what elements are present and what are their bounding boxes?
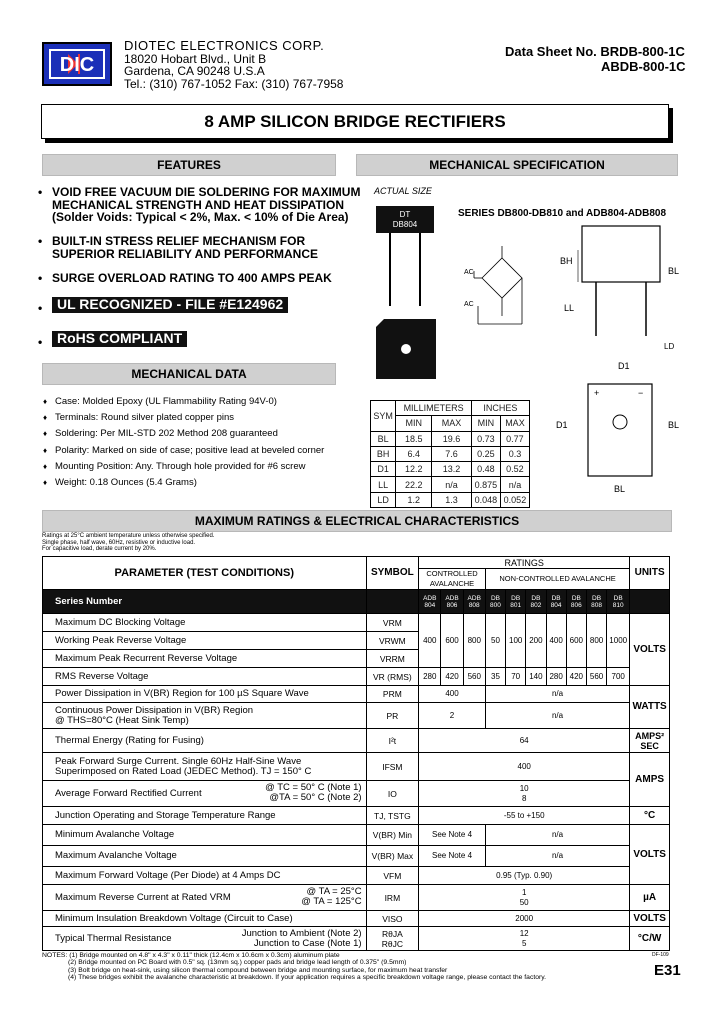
dimension-row <box>371 446 530 461</box>
feature-item <box>38 186 360 224</box>
logo-mark <box>44 44 110 84</box>
series-cell: DB 801 <box>506 590 526 614</box>
symbol-vbrmin: V(BR) Min <box>366 825 419 846</box>
symbol-prm: PRM <box>366 686 419 703</box>
rohs-compliant <box>38 331 187 347</box>
rms-value: 140 <box>526 668 546 686</box>
pr-na: n/a <box>485 703 629 729</box>
notes <box>42 952 662 982</box>
param-pr-cond: @ THS=80°C (Heat Sink Temp) <box>55 714 189 726</box>
mechanical-data-item <box>43 477 197 489</box>
minus-label: − <box>638 388 644 398</box>
symbol-vrrm: VRRM <box>366 650 419 668</box>
feature-item <box>38 235 318 260</box>
voltage-value: 400 <box>546 614 566 668</box>
preamble-line: Single phase, half wave, 60Hz, resistive or inductive load. <box>42 539 196 546</box>
param-rth: Typical Thermal Resistance <box>55 932 172 944</box>
preamble-line: For capacitive load, derate current by 20%. <box>42 546 157 553</box>
dimension-value: 1.2 <box>396 492 432 507</box>
actual-size-label: ACTUAL SIZE <box>374 186 432 196</box>
datasheet-number <box>505 44 686 74</box>
unit-volts: VOLTS <box>630 614 670 686</box>
dimension-value: 22.2 <box>396 477 432 492</box>
rms-value: 560 <box>586 668 606 686</box>
rms-value: 420 <box>566 668 586 686</box>
dimension-value: 0.3 <box>500 446 529 461</box>
vbrmin-value: See Note 4 <box>419 825 486 846</box>
dimension-value: 0.048 <box>471 492 500 507</box>
dimension-symbol: D1 <box>371 462 396 477</box>
vbrmax-na: n/a <box>485 846 629 867</box>
io-value: 8 <box>521 793 527 803</box>
dimension-value: 0.48 <box>471 462 500 477</box>
dimension-value: n/a <box>500 477 529 492</box>
col-max: MAX <box>500 416 529 431</box>
col-min: MIN <box>471 416 500 431</box>
param-vfm: Maximum Forward Voltage (Per Diode) at 4 Amps DC <box>43 867 367 885</box>
param-vbrmax: Maximum Avalanche Voltage <box>43 846 367 867</box>
param-irm: Maximum Reverse Current at Rated VRM <box>55 891 231 903</box>
voltage-value: 100 <box>506 614 526 668</box>
viso-value: 2000 <box>419 911 630 927</box>
bullet: • <box>38 185 43 199</box>
voltage-value: 800 <box>463 614 485 668</box>
vfm-value: 0.95 (Typ. 0.90) <box>419 867 630 885</box>
mechanical-data-item <box>43 461 306 473</box>
mechanical-data-heading: MECHANICAL DATA <box>42 363 336 385</box>
address-line-1: 18020 Hobart Blvd., Unit B <box>124 51 267 66</box>
param-ifsm-cond: Superimposed on Rated Load (JEDEC Method). TJ = 150° C <box>55 765 312 777</box>
symbol-vfm: VFM <box>366 867 419 885</box>
rms-value: 280 <box>546 668 566 686</box>
dimension-symbol: BL <box>371 431 396 446</box>
bullet: ♦ <box>43 445 48 455</box>
symbol-rms: VR (RMS) <box>366 668 419 686</box>
vbrmax-value: See Note 4 <box>419 846 486 867</box>
package-large-side <box>582 226 660 282</box>
series-cell: DB 800 <box>485 590 505 614</box>
dimension-row <box>371 477 530 492</box>
datasheet-line-1: Data Sheet No. BRDB-800-1C <box>505 44 685 59</box>
symbol-rthja: RθJA <box>381 928 403 939</box>
voltage-value: 800 <box>586 614 606 668</box>
series-cell: DB 802 <box>526 590 546 614</box>
param-vrm: Maximum DC Blocking Voltage <box>43 614 367 632</box>
i2t-value: 64 <box>419 729 630 753</box>
feature-line: MECHANICAL STRENGTH AND HEAT DISSIPATION <box>52 197 345 212</box>
dimension-value: 0.875 <box>471 477 500 492</box>
io-cond: @TA = 50° C (Note 2) <box>269 792 362 803</box>
irm-cond: @ TA = 25°C <box>306 886 362 897</box>
param-io: Average Forward Rectified Current <box>55 787 202 799</box>
series-cell: ADB 804 <box>419 590 441 614</box>
vbrmin-na: n/a <box>485 825 629 846</box>
unit-i2t: AMPS² SEC <box>630 729 670 753</box>
corner-code: DF-109 <box>652 952 669 958</box>
irm-value: 1 <box>521 887 527 897</box>
page-title: 8 AMP SILICON BRIDGE RECTIFIERS <box>41 104 669 139</box>
unit-watts: WATTS <box>630 686 670 729</box>
series-cell: DB 810 <box>607 590 630 614</box>
ratings-heading: MAXIMUM RATINGS & ELECTRICAL CHARACTERISTICS <box>42 510 672 532</box>
dimension-value: 7.6 <box>432 446 472 461</box>
unit-volts: VOLTS <box>630 825 670 885</box>
param-prm: Power Dissipation in V(BR) Region for 100 µS Square Wave <box>43 686 367 703</box>
dimension-value: 0.52 <box>500 462 529 477</box>
bl-label-bottom: BL <box>614 484 626 494</box>
col-in: INCHES <box>471 401 529 416</box>
mechanical-data-text: Polarity: Marked on side of case; positive lead at beveled corner <box>55 444 325 456</box>
symbol-vbrmax: V(BR) Max <box>366 846 419 867</box>
feature-line: VOID FREE VACUUM DIE SOLDERING FOR MAXIMUM <box>52 185 361 199</box>
pr-value: 2 <box>419 703 486 729</box>
symbol-header: SYMBOL <box>366 557 419 590</box>
controlled-header: CONTROLLED AVALANCHE <box>419 569 486 590</box>
dimension-value: 0.77 <box>500 431 529 446</box>
bullet: • <box>38 301 43 315</box>
param-ifsm: Peak Forward Surge Current. Single 60Hz Half-Sine Wave <box>55 755 302 767</box>
param-pr: Continuous Power Dissipation in V(BR) Region <box>55 704 254 716</box>
rohs-badge: RoHS COMPLIANT <box>52 331 187 347</box>
irm-value: 50 <box>519 897 529 907</box>
irm-cond: @ TA = 125°C <box>301 896 362 907</box>
mechanical-spec-heading: MECHANICAL SPECIFICATION <box>356 154 678 176</box>
rth-value: 5 <box>521 938 527 948</box>
bullet: • <box>38 271 43 285</box>
bullet: ♦ <box>43 461 48 471</box>
bl-label-side: BL <box>668 266 680 276</box>
note-line: (3) Bolt bridge on heat-sink, using silicon thermal compound between bridge and mounting surface, for maximum heat transfer <box>68 966 448 974</box>
note-line: (2) Bridge mounted on PC Board with 0.5" sq. (13mm sq.) copper pads and bridge lead length of 0.375" (9.5mm) <box>68 959 407 967</box>
bullet: ♦ <box>43 413 48 423</box>
series-row <box>43 590 670 614</box>
rms-value: 700 <box>607 668 630 686</box>
ac-label: AC <box>464 301 474 308</box>
col-mm: MILLIMETERS <box>396 401 471 416</box>
svg-text:DIC: DIC <box>59 54 95 76</box>
mounting-hole <box>401 344 411 354</box>
symbol-i2t: I²t <box>366 729 419 753</box>
dimension-symbol: LD <box>371 492 396 507</box>
param-vrrm: Maximum Peak Recurrent Reverse Voltage <box>43 650 367 668</box>
rth-value: 12 <box>519 928 529 938</box>
symbol-io: IO <box>366 781 419 807</box>
package-marking-1: DT <box>399 210 411 219</box>
rth-cond: Junction to Case (Note 1) <box>253 938 362 949</box>
mechanical-data-text: Weight: 0.18 Ounces (5.4 Grams) <box>55 477 197 488</box>
note-line: NOTES: (1) Bridge mounted on 4.8" x 4.3" x 0.11" thick (12.4cm x 10.6cm x 0.3cm) aluminum plate <box>42 952 340 959</box>
package-marking-2: DB804 <box>392 220 418 229</box>
unit-volts: VOLTS <box>630 911 670 927</box>
series-cell: DB 804 <box>546 590 566 614</box>
symbol-viso: VISO <box>366 911 419 927</box>
dimension-symbol: BH <box>371 446 396 461</box>
datasheet-line-2: ABDB-800-1C <box>601 59 686 74</box>
bullet: • <box>38 234 43 248</box>
ratings-header: RATINGS <box>419 557 630 569</box>
dimension-symbol: LL <box>371 477 396 492</box>
voltage-value: 600 <box>441 614 463 668</box>
note-line: (4) These bridges exhibit the avalanche characteristic at breakdown. If your application requires a specific breakdown voltage range, please contact the factory. <box>68 974 547 982</box>
prm-na: n/a <box>485 686 629 703</box>
unit-cw: °C/W <box>630 927 670 951</box>
symbol-rthjc: RθJC <box>381 938 403 949</box>
bullet: ♦ <box>43 397 48 406</box>
symbol-vrwm: VRWM <box>366 632 419 650</box>
prm-value: 400 <box>419 686 486 703</box>
rms-value: 70 <box>506 668 526 686</box>
dimension-value: 6.4 <box>396 446 432 461</box>
rms-value: 35 <box>485 668 505 686</box>
dimension-row <box>371 431 530 446</box>
ul-badge: UL RECOGNIZED - FILE #E124962 <box>52 297 288 313</box>
mechanical-data-text: Terminals: Round silver plated copper pins <box>55 412 235 424</box>
ifsm-value: 400 <box>419 753 630 781</box>
param-i2t: Thermal Energy (Rating for Fusing) <box>43 729 367 753</box>
feature-line: SURGE OVERLOAD RATING TO 400 AMPS PEAK <box>52 271 332 285</box>
diotec-logo <box>42 42 112 86</box>
rms-value: 560 <box>463 668 485 686</box>
param-viso: Minimum Insulation Breakdown Voltage (Circuit to Case) <box>43 911 367 927</box>
feature-line: BUILT-IN STRESS RELIEF MECHANISM FOR <box>52 234 306 248</box>
phone-fax: Tel.: (310) 767-1052 Fax: (310) 767-7958 <box>124 76 344 91</box>
dimension-value: 0.052 <box>500 492 529 507</box>
dimension-value: 1.3 <box>432 492 472 507</box>
voltage-value: 200 <box>526 614 546 668</box>
series-cell: ADB 806 <box>441 590 463 614</box>
bl-label-right: BL <box>668 420 680 430</box>
series-label: Series Number <box>43 590 367 614</box>
voltage-value: 400 <box>419 614 441 668</box>
noncontrolled-header: NON-CONTROLLED AVALANCHE <box>485 569 629 590</box>
features-heading: FEATURES <box>42 154 336 176</box>
company-name: DIOTEC ELECTRONICS CORP. <box>124 38 325 53</box>
unit-amps: AMPS <box>630 753 670 807</box>
series-cell: ADB 808 <box>463 590 485 614</box>
feature-item <box>38 272 332 285</box>
feature-line: SUPERIOR RELIABILITY AND PERFORMANCE <box>52 246 319 261</box>
rms-value: 420 <box>441 668 463 686</box>
io-value: 10 <box>519 783 529 793</box>
d1-label-top: D1 <box>618 361 630 371</box>
ld-label: LD <box>664 342 675 351</box>
unit-microamps: µA <box>630 885 670 911</box>
dimension-row <box>371 492 530 507</box>
bh-label: BH <box>560 256 573 266</box>
mechanical-data-text: Case: Molded Epoxy (UL Flammability Rating 94V-0) <box>55 396 277 407</box>
col-max: MAX <box>432 416 472 431</box>
series-cell: DB 806 <box>566 590 586 614</box>
tj-value: -55 to +150 <box>419 807 630 825</box>
ul-recognized <box>38 297 288 313</box>
rth-cond: Junction to Ambient (Note 2) <box>241 928 362 939</box>
unit-celsius: °C <box>630 807 670 825</box>
mechanical-data-item <box>43 396 277 408</box>
dimension-value: 13.2 <box>432 462 472 477</box>
d1-label-side: D1 <box>556 420 568 430</box>
dimension-value: 12.2 <box>396 462 432 477</box>
voltage-value: 1000 <box>607 614 630 668</box>
symbol-ifsm: IFSM <box>366 753 419 781</box>
bridge-schematic <box>474 246 522 324</box>
bullet: ♦ <box>43 478 48 487</box>
ll-label: LL <box>564 303 575 313</box>
dimension-value: 0.25 <box>471 446 500 461</box>
symbol-tj: TJ, TSTG <box>366 807 419 825</box>
bullet: • <box>38 335 43 349</box>
bullet: ♦ <box>43 429 48 439</box>
ratings-preamble <box>42 533 215 553</box>
ac-label: AC <box>464 269 474 276</box>
page-number: E31 <box>654 962 681 979</box>
col-min: MIN <box>396 416 432 431</box>
ratings-table <box>42 556 670 951</box>
symbol-irm: IRM <box>366 885 419 911</box>
mechanical-data-item <box>43 412 234 424</box>
feature-line: (Solder Voids: Typical < 2%, Max. < 10% of Die Area) <box>52 210 349 224</box>
param-vrwm: Working Peak Reverse Voltage <box>43 632 367 650</box>
preamble-line: Ratings at 25°C ambient temperature unless otherwise specified. <box>42 533 215 539</box>
param-header: PARAMETER (TEST CONDITIONS) <box>43 557 367 590</box>
mechanical-data-item <box>43 445 324 457</box>
mechanical-data-text: Soldering: Per MIL-STD 202 Method 208 guaranteed <box>55 428 278 440</box>
series-label: SERIES DB800-DB810 and ADB804-ADB808 <box>458 208 667 219</box>
io-cond: @ TC = 50° C (Note 1) <box>265 782 362 793</box>
dimension-value: 19.6 <box>432 431 472 446</box>
param-rms: RMS Reverse Voltage <box>43 668 367 686</box>
units-header: UNITS <box>630 557 670 590</box>
col-sym: SYM <box>371 401 396 432</box>
voltage-value: 600 <box>566 614 586 668</box>
symbol-pr: PR <box>366 703 419 729</box>
company-address <box>124 40 343 90</box>
dimension-value: 0.73 <box>471 431 500 446</box>
series-cell: DB 808 <box>586 590 606 614</box>
voltage-value: 50 <box>485 614 505 668</box>
dimension-table <box>370 400 530 508</box>
plus-label: + <box>594 388 600 398</box>
param-vbrmin: Minimum Avalanche Voltage <box>43 825 367 846</box>
address-line-2: Gardena, CA 90248 U.S.A <box>124 64 265 78</box>
mechanical-data-item <box>43 428 278 440</box>
param-tj: Junction Operating and Storage Temperature Range <box>43 807 367 825</box>
dimension-row <box>371 462 530 477</box>
dimension-value: n/a <box>432 477 472 492</box>
symbol-vrm: VRM <box>366 614 419 632</box>
dimension-value: 18.5 <box>396 431 432 446</box>
rms-value: 280 <box>419 668 441 686</box>
mechanical-data-text: Mounting Position: Any. Through hole provided for #6 screw <box>55 460 306 472</box>
